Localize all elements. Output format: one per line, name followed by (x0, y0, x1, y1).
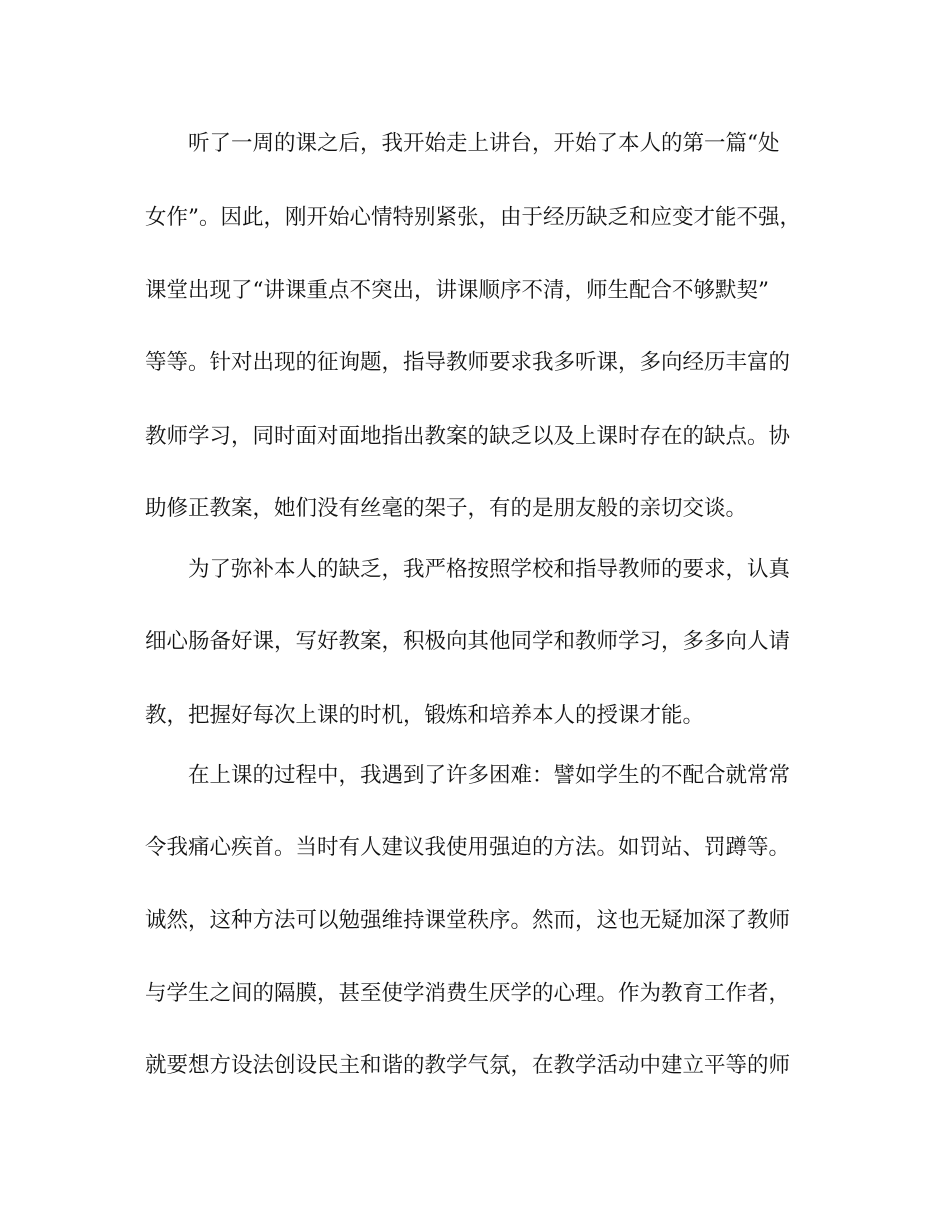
paragraph-1-line-1: 听了一周的课之后，我开始走上讲台，开始了本人的第一篇“处 (188, 131, 780, 156)
paragraph-3-line-3: 诚然，这种方法可以勉强维持课堂秩序。然而，这也无疑加深了教师 (145, 908, 791, 933)
paragraph-1-line-5: 教师学习，同时面对面地指出教案的缺乏以及上课时存在的缺点。协 (145, 424, 791, 449)
paragraph-3-line-4: 与学生之间的隔膜，甚至使学消费生厌学的心理。作为教育工作者， (145, 981, 791, 1006)
paragraph-1-line-4: 等等。针对出现的征询题，指导教师要求我多听课，多向经历丰富的 (145, 350, 791, 375)
paragraph-3-line-5: 就要想方设法创设民主和谐的教学气氛，在教学活动中建立平等的师 (145, 1053, 791, 1078)
paragraph-3-line-1: 在上课的过程中，我遇到了许多困难：譬如学生的不配合就常常 (188, 763, 791, 788)
paragraph-2-line-3: 教，把握好每次上课的时机，锻炼和培养本人的授课才能。 (145, 703, 705, 728)
paragraph-1-line-6: 助修正教案，她们没有丝毫的架子，有的是朋友般的亲切交谈。 (145, 496, 748, 521)
paragraph-2-line-1: 为了弥补本人的缺乏，我严格按照学校和指导教师的要求，认真 (188, 557, 791, 582)
paragraph-1-line-2: 女作”。因此，刚开始心情特别紧张，由于经历缺乏和应变才能不强， (145, 205, 801, 230)
paragraph-2-line-2: 细心肠备好课，写好教案，积极向其他同学和教师学习，多多向人请 (145, 629, 791, 654)
paragraph-3-line-2: 令我痛心疾首。当时有人建议我使用强迫的方法。如罚站、罚蹲等。 (145, 835, 791, 860)
paragraph-1-line-3: 课堂出现了“讲课重点不突出，讲课顺序不清，师生配合不够默契” (145, 278, 769, 303)
